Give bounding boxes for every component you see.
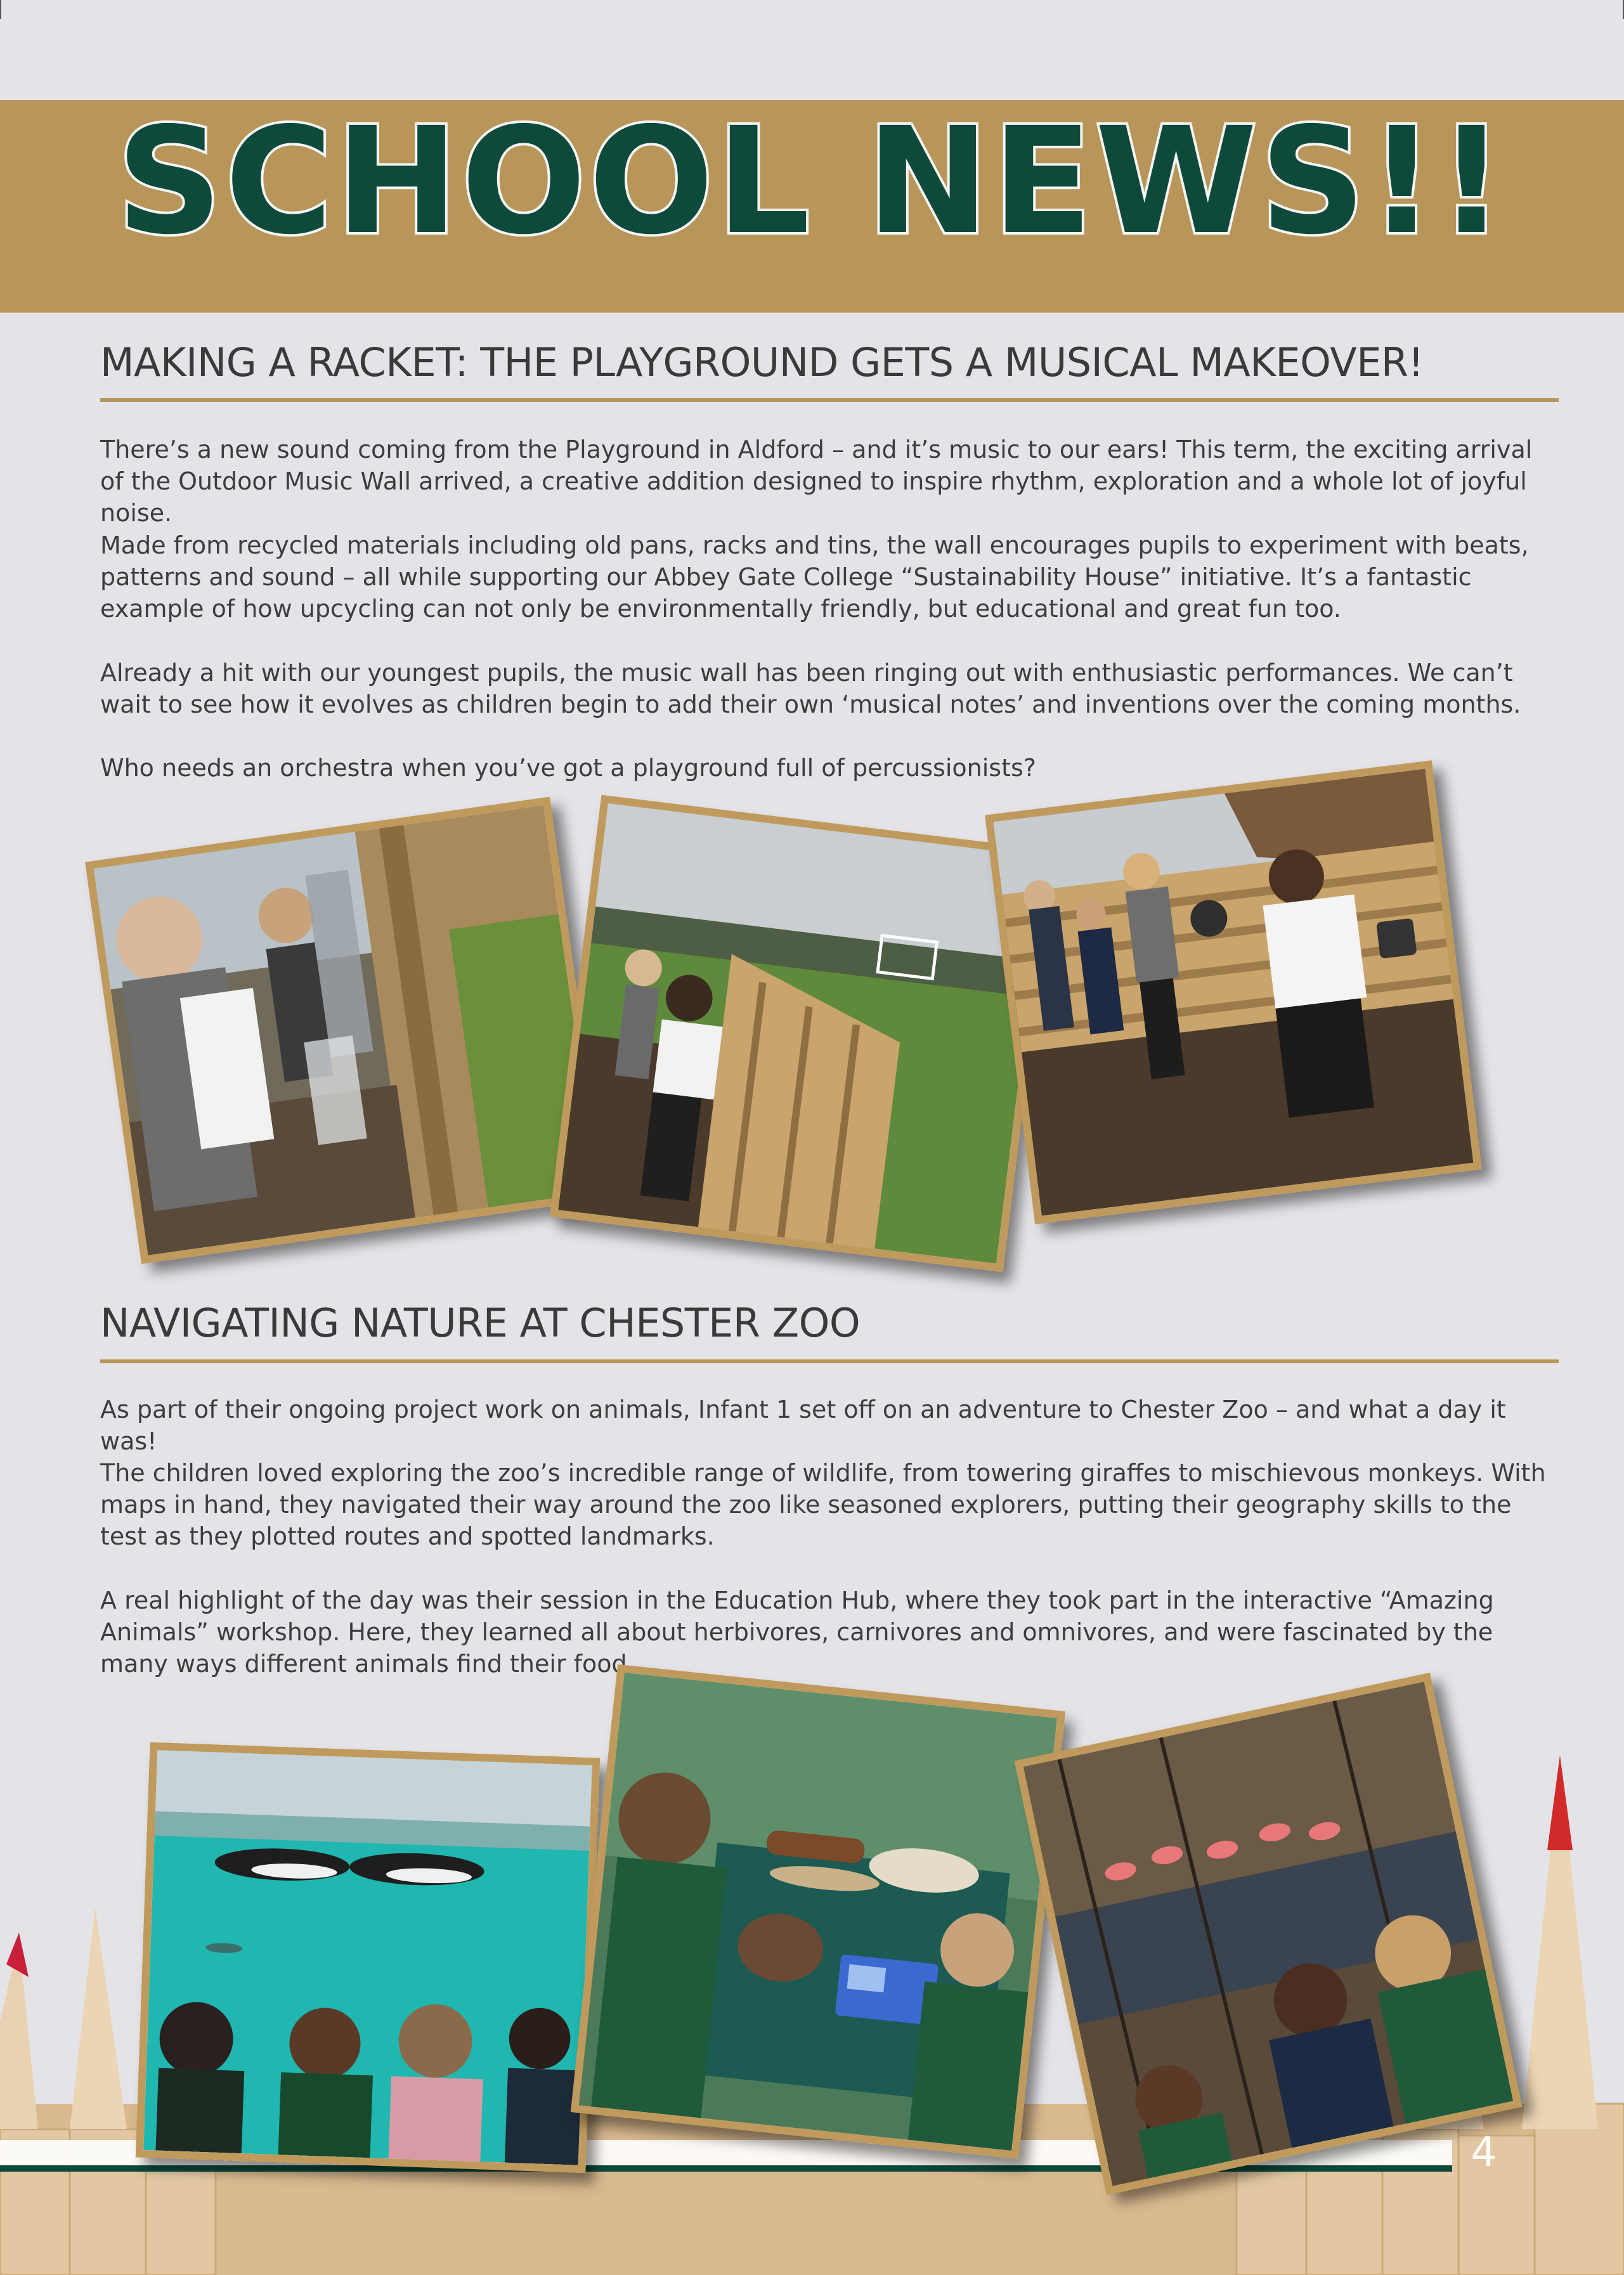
article-2-heading: NAVIGATING NATURE AT CHESTER ZOO [100,1300,861,1346]
article-1-paragraph-4: Who needs an orchestra when you’ve got a playground full of percussionists? [100,754,1036,782]
article-2-paragraph-3: A real highlight of the day was their session in the Education Hub, where they took part in the interactive “Amazing Animals” workshop. Here, they learned all about herbivores, carnivores and omnivores, and were fascinated by the many ways different animals find their food. [100,1586,1494,1678]
page-number: 4 [1471,2129,1497,2176]
article-2-paragraph-1: As part of their ongoing project work on animals, Infant 1 set off on an adventure to Chester Zoo – and what a day it was! [100,1396,1506,1455]
photo-flamingos [1015,1673,1523,2195]
article-1-heading: MAKING A RACKET: THE PLAYGROUND GETS A MUSICAL MAKEOVER! [100,339,1424,386]
article-2-paragraph-2: The children loved exploring the zoo’s incredible range of wildlife, from towering giraffes to mischievous monkeys. With maps in hand, they navigated their way around the zoo like seasoned explorers, putting their geography skills to the test as they plotted routes and spotted landmarks. [100,1459,1546,1550]
crop-mark-left [0,0,1,19]
photo-music-wall-3 [985,760,1482,1224]
article-1-rule [100,398,1559,402]
article-1-paragraph-2: Made from recycled materials including old pans, racks and tins, the wall encourages pupils to experiment with beats, patterns and sound – all while supporting our Abbey Gate College “Sustainability House” initiative. It’s a fantastic example of how upcycling can not only be environmentally friendly, but educational and great fun too. [100,531,1529,623]
photo-music-wall-1 [85,797,606,1264]
article-1-paragraph-3: Already a hit with our youngest pupils, the music wall has been ringing out with enthusiastic performances. We can’t wait to see how it evolves as children begin to add their own ‘musical notes’ and inventions over the coming months. [100,659,1521,718]
photo-penguins [136,1742,600,2173]
article-2-rule [100,1359,1559,1363]
photo-education-hub [571,1664,1065,2159]
article-1-paragraph-1: There’s a new sound coming from the Playground in Aldford – and it’s music to our ears! This term, the exciting arrival of the Outdoor Music Wall arrived, a creative addition designed to inspire rhythm, exploration and a whole lot of joyful noise. [100,436,1533,527]
page-title: SCHOOL NEWS!! [116,96,1508,267]
photo-music-wall-2 [550,795,1055,1273]
